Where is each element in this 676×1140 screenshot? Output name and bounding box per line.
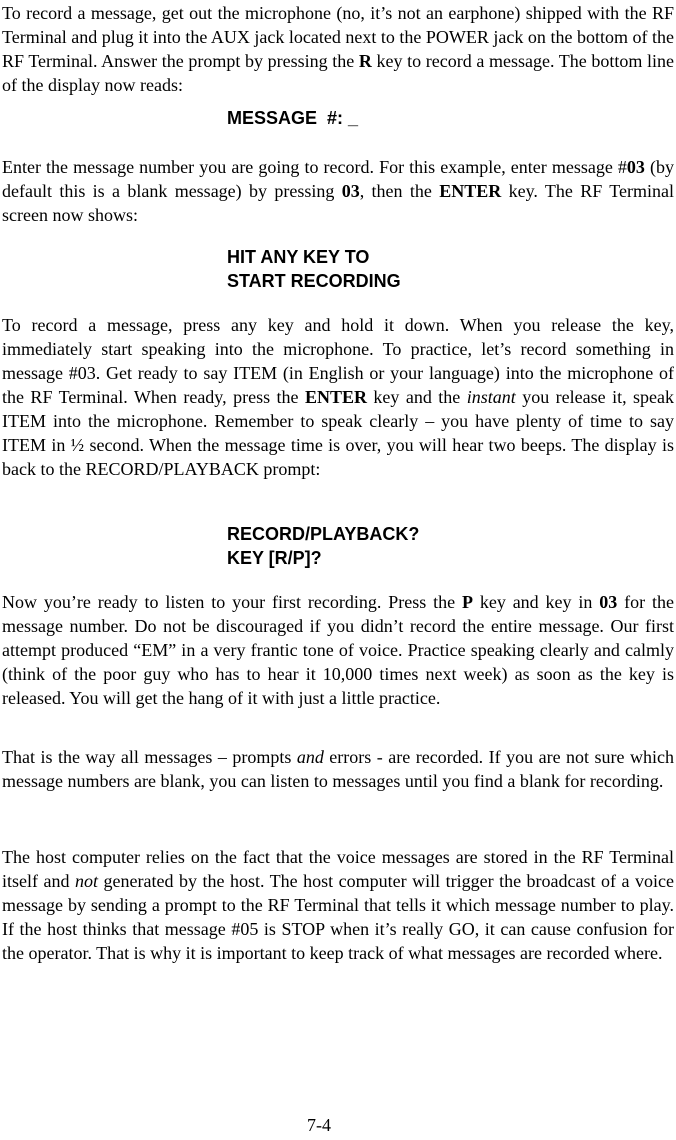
page-number: 7-4 [307, 1115, 331, 1135]
message-number-bold: 03 [341, 181, 360, 201]
enter-key-bold: ENTER [439, 181, 502, 201]
message-number-bold: 03 [599, 592, 618, 612]
paragraph-listen-recording: Now you’re ready to listen to your first recording. Press the P key and key in 03 for the message number. Do not be discouraged if you didn’t record the entire message. Our first attempt produced “EM” in a very frantic tone of voice. Practice speaking clearly and calmly (think of the poor guy who has to hear it 10,000 times next week) as soon as the key is released. You will get the hang of it with just a little practice. [2, 592, 675, 708]
display-line: HIT ANY KEY TO [227, 247, 370, 267]
display-record-playback [227, 522, 419, 570]
paragraph-enter-message-number: Enter the message number you are going to record. For this example, enter message #03 (by default this is a blank message) by pressing 03, then the ENTER key. The RF Terminal screen now shows: [2, 157, 674, 225]
paragraph-record-practice: To record a message, press any key and hold it down. When you release the key, immediately start speaking into the microphone. To practice, let’s record something in message #03. Get ready to say ITEM (in English or your language) into the microphone of the RF Terminal. When ready, press the ENTER key and the instant you release it, speak ITEM into the microphone. Remember to speak clearly – you have plenty of time to say ITEM in ½ second. When the message time is over, you will hear two beeps. The display is back to the RECORD/PLAYBACK prompt: [2, 315, 674, 479]
display-hit-any-key [227, 245, 401, 293]
paragraph-host-computer: The host computer relies on the fact that the voice messages are stored in the RF Terminal itself and not generated by the host. The host computer will trigger the broadcast of a voice message by sending a prompt to the RF Terminal that tells it which message number to play. If the host thinks that message #05 is STOP when it’s really GO, it can cause confusion for the operator. That is why it is important to keep track of what messages are recorded where. [2, 847, 674, 963]
display-message-prompt: MESSAGE #: _ [227, 108, 359, 128]
and-italic: and [296, 747, 324, 767]
instant-italic: instant [466, 387, 516, 407]
paragraph-microphone-setup: To record a message, get out the microphone (no, it’s not an earphone) shipped with the RF Terminal and plug it into the AUX jack located next to the POWER jack on the bottom of the RF Terminal. Answer the prompt by pressing the R key to record a message. The bottom line of the display now reads: [2, 3, 675, 95]
enter-key-bold: ENTER [304, 387, 367, 407]
message-number-bold: 03 [626, 157, 645, 177]
display-line: START RECORDING [227, 271, 401, 291]
display-line: RECORD/PLAYBACK? [227, 524, 420, 544]
key-r-bold: R [358, 51, 372, 71]
not-italic: not [74, 871, 98, 891]
paragraph-all-messages: That is the way all messages – prompts and errors - are recorded. If you are not sure which message numbers are blank, you can listen to messages until you find a blank for recording. [2, 747, 675, 791]
key-p-bold: P [461, 592, 473, 612]
display-line: KEY [R/P]? [227, 548, 322, 568]
